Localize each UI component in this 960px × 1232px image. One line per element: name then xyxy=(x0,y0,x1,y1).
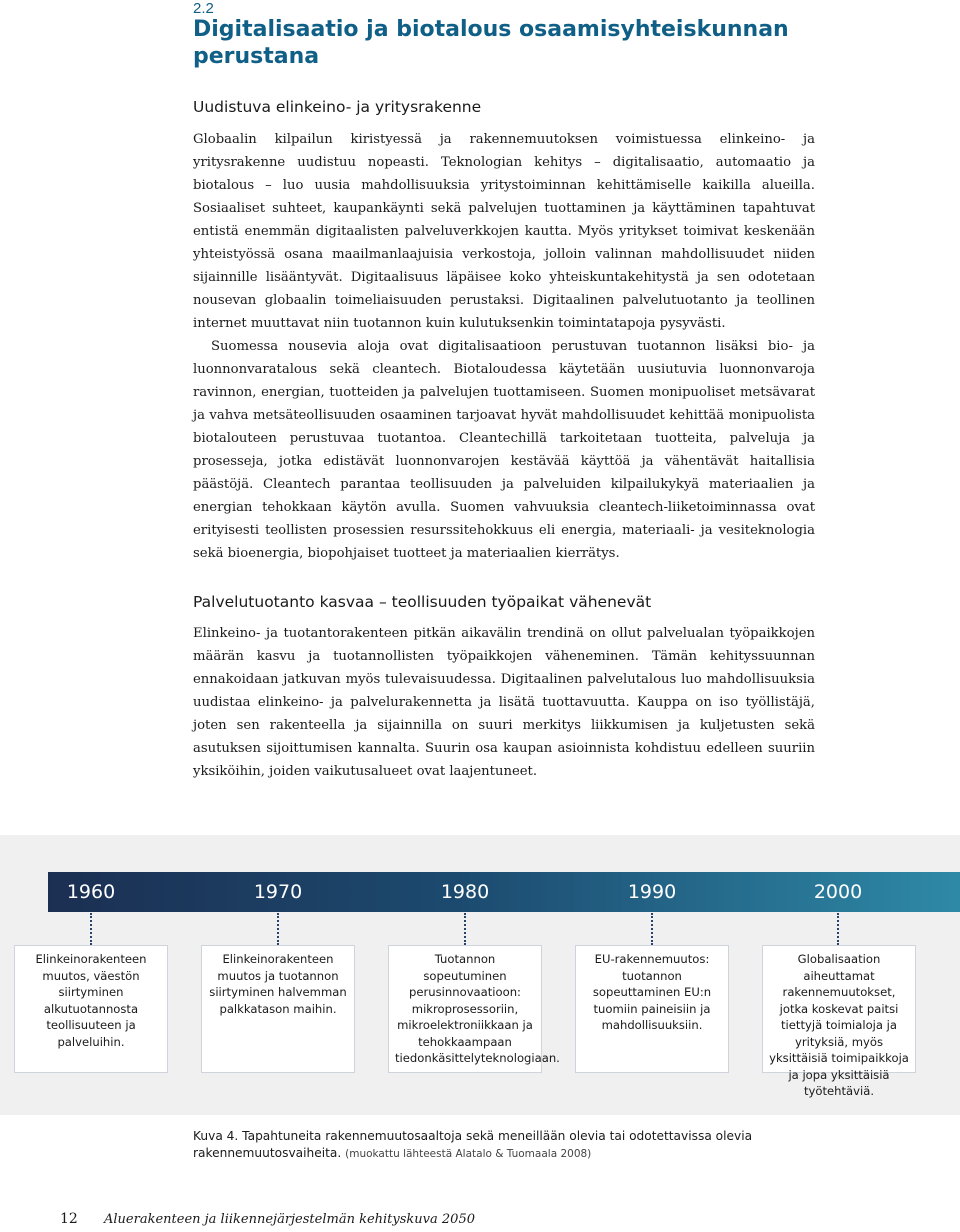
figure-caption xyxy=(193,1128,793,1163)
timeline-year: 1980 xyxy=(440,881,490,903)
timeline-year: 2000 xyxy=(813,881,863,903)
paragraph: Elinkeino- ja tuotantorakenteen pitkän aikavälin trendinä on ollut palvelualan työpaikkojen määrän kasvu ja tuotannollisten työpaikkojen väheneminen. Tämän kehityssuunnan ennakoidaan jatkuvan myös tulevaisuudessa. Digitaalinen palvelutalous luo mahdollisuuksia uudistaa elinkeino- ja palvelurakennetta ja lisätä tuottavuutta. Kauppa on iso työllistäjä, joten sen rakenteella ja sijainnilla on suuri merkitys liikkumisen ja kuljetusten sekä asutuksen sijoittumisen kannalta. Suurin osa kaupan asioinnista kohdistuu edelleen suuriin yksiköihin, joiden vaikutusalueet ovat laajentuneet. xyxy=(193,626,815,779)
section-heading-restructuring: Uudistuva elinkeino- ja yritysrakenne xyxy=(193,98,482,116)
timeline-connector xyxy=(464,913,466,945)
timeline-connector xyxy=(90,913,92,945)
timeline-year: 1970 xyxy=(253,881,303,903)
page-number: 12 xyxy=(60,1211,78,1227)
section-body-restructuring xyxy=(193,128,815,565)
timeline-event-1990: EU-rakennemuutos: tuotannon sopeuttaminen EU:n tuomiin paineisiin ja mahdollisuuksiin. xyxy=(575,945,729,1073)
timeline-connector xyxy=(837,913,839,945)
timeline-bar xyxy=(48,872,960,912)
caption-text: Tapahtuneita rakennemuutosaaltoja sekä meneillään olevia tai odotettavissa olevia rakennemuutosvaiheita. xyxy=(193,1129,753,1160)
paragraph: Suomessa nousevia aloja ovat digitalisaatioon perustuvan tuotannon lisäksi bio- ja luonnonvaratalous sekä cleantech. Biotaloudessa käytetään uusiutuvia luonnonvaroja ravinnon, energian, tuotteiden ja palvelujen tuottamiseen. Suomen monipuoliset metsävarat ja vahva metsäteollisuuden osaaminen tarjoavat hyvät mahdollisuudet kehittää monipuolista biotalouteen perustuvaa tuotantoa. Cleantechillä tarkoitetaan tuotteita, palveluja ja prosesseja, jotka edistävät luonnonvarojen kestävää käyttöä ja vähentävät haitallisia päästöjä. Cleantech parantaa teollisuuden ja palveluiden kilpailukykyä materiaalien ja energian tehokkaan käytön avulla. Suomen vahvuuksia cleantech-liiketoiminnassa ovat erityisesti teollisten prosessien resurssitehokkuus eli energia, materiaali- ja vesiteknologia sekä bioenergia, biopohjaiset tuotteet ja materiaalien kierrätys. xyxy=(193,339,815,561)
timeline-event-2000: Globalisaation aiheuttamat rakennemuutokset, jotka koskevat paitsi tiettyjä toimialoja ja yrityksiä, myös yksittäisiä toimipaikkoja ja jopa yksittäisiä työtehtäviä. xyxy=(762,945,916,1073)
timeline-connector xyxy=(277,913,279,945)
caption-label: Kuva 4. xyxy=(193,1129,239,1143)
footer-title: Aluerakenteen ja liikennejärjestelmän kehityskuva 2050 xyxy=(104,1212,475,1227)
section-body-services xyxy=(193,622,815,783)
timeline-event-1980: Tuotannon sopeutuminen perusinnovaatioon: mikroprosessoriin, mikroelektroniikkaan ja tehokkaampaan tiedonkäsittelyteknologiaan. xyxy=(388,945,542,1073)
timeline-year: 1960 xyxy=(66,881,116,903)
timeline-connector xyxy=(651,913,653,945)
caption-source: (muokattu lähteestä Alatalo & Tuomaala 2008) xyxy=(345,1148,592,1160)
timeline-event-1970: Elinkeinorakenteen muutos ja tuotannon siirtyminen halvemman palkkatason maihin. xyxy=(201,945,355,1073)
section-number: 2.2 xyxy=(193,0,214,17)
timeline-event-1960: Elinkeinorakenteen muutos, väestön siirtyminen alkutuotannosta teollisuuteen ja palveluihin. xyxy=(14,945,168,1073)
timeline-year: 1990 xyxy=(627,881,677,903)
section-heading-services: Palvelutuotanto kasvaa – teollisuuden työpaikat vähenevät xyxy=(193,593,652,611)
chapter-title: Digitalisaatio ja biotalous osaamisyhteiskunnan perustana xyxy=(193,17,789,69)
paragraph: Globaalin kilpailun kiristyessä ja rakennemuutoksen voimistuessa elinkeino- ja yritysrakenne uudistuu nopeasti. Teknologian kehitys – digitalisaatio, automaatio ja biotalous – luo uusia mahdollisuuksia yritystoiminnan kehittämiselle kaikilla alueilla. Sosiaaliset suhteet, kaupankäynti sekä palvelujen tuottaminen ja käyttäminen tapahtuvat entistä enemmän digitaalisten palveluverkkojen kautta. Myös yritykset toimivat keskenään yhteistyössä osana maailmanlaajuisia verkostoja, jolloin valinnan mahdollisuudet niiden sijainnille lisääntyvät. Digitaalisuus läpäisee koko yhteiskuntakehitystä ja sen odotetaan nousevan globaalin toimeliaisuuden perustaksi. Digitaalinen palvelutuotanto ja teollinen internet muuttavat niin tuotannon kuin kulutuksenkin toimintatapoja pysyvästi. xyxy=(193,132,815,331)
